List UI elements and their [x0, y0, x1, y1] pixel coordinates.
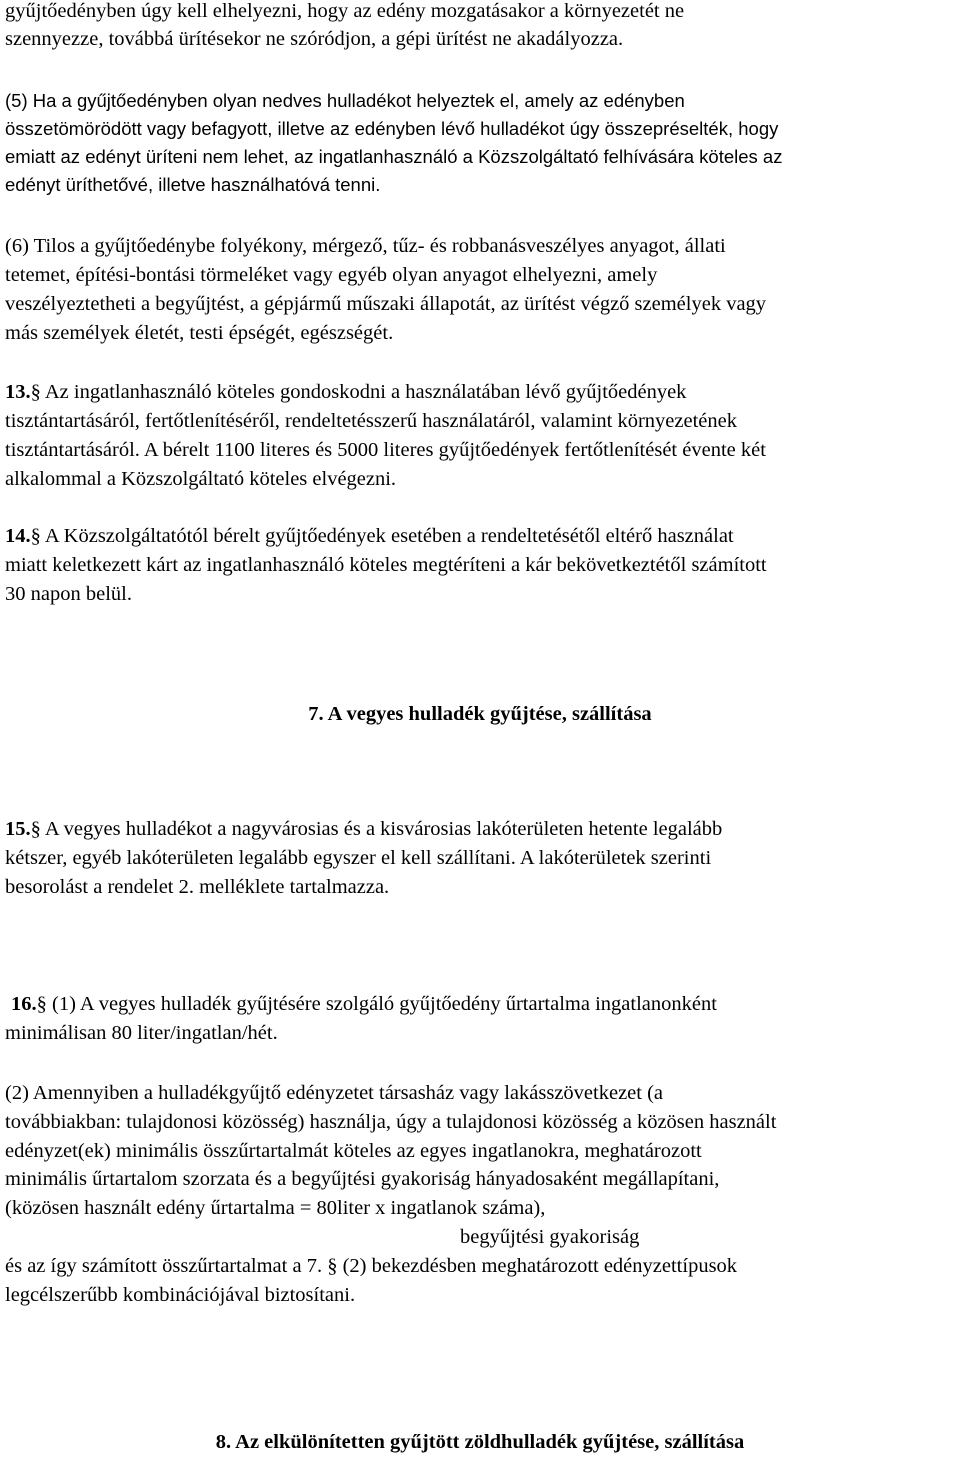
section-symbol: §	[30, 525, 41, 547]
section-text: Az ingatlanhasználó köteles gondoskodni a használatában lévő gyűjtőedények	[40, 381, 687, 403]
text-line: és az így számított összűrtartalmat a 7. § (2) bekezdésben meghatározott edényzettípusok	[5, 1255, 738, 1277]
chapter-heading: 7. A vegyes hulladék gyűjtése, szállítása	[308, 703, 652, 725]
text-line: kétszer, egyéb lakóterületen legalább egyszer el kell szállítani. A lakóterületek szerinti	[5, 847, 712, 869]
text-line: más személyek életét, testi épségét, egészségét.	[5, 322, 394, 344]
text-line: besorolást a rendelet 2. melléklete tartalmazza.	[5, 876, 390, 898]
text-line: 30 napon belül.	[5, 583, 132, 605]
text-line: legcélszerűbb kombinációjával biztosítani.	[5, 1284, 356, 1306]
text-line: minimális űrtartalom szorzata és a begyűjtési gyakoriság hányadosaként megállapítani,	[5, 1168, 720, 1190]
text-line: edényt üríthetővé, illetve használhatóvá tenni.	[5, 174, 381, 195]
chapter-heading: 8. Az elkülönítetten gyűjtött zöldhulladék gyűjtése, szállítása	[215, 1431, 745, 1453]
section-number: 13.	[5, 381, 31, 403]
section-text: A vegyes hulladékot a nagyvárosias és a kisvárosias lakóterületen hetente legalább	[40, 818, 723, 840]
section-number: 16.	[11, 993, 37, 1015]
text-line: veszélyeztetheti a begyűjtést, a gépjármű műszaki állapotát, az ürítést végző személyek vagy	[5, 293, 767, 315]
text-line: összetömörödött vagy befagyott, illetve az edényben lévő hulladékot úgy összepréselték, hogy	[5, 118, 779, 139]
section-text: (1) A vegyes hulladék gyűjtésére szolgáló gyűjtőedény űrtartalma ingatlanonként	[46, 993, 717, 1015]
text-line: edényzet(ek) minimális összűrtartalmát köteles az egyes ingatlanokra, meghatározott	[5, 1140, 702, 1162]
text-line: (6) Tilos a gyűjtőedénybe folyékony, mérgező, tűz- és robbanásveszélyes anyagot, állati	[5, 235, 726, 257]
text-line: (2) Amennyiben a hulladékgyűjtő edényzetet társasház vagy lakásszövetkezet (a	[5, 1082, 664, 1104]
text-line: szennyezze, továbbá ürítésekor ne szóródjon, a gépi ürítést ne akadályozza.	[5, 28, 624, 50]
section-14-first-line	[5, 522, 734, 550]
section-number: 15.	[5, 818, 31, 840]
text-line: tisztántartásáról. A bérelt 1100 literes és 5000 literes gyűjtőedények fertőtlenítését évente két	[5, 439, 766, 461]
text-line: tisztántartásáról, fertőtlenítéséről, rendeltetésszerű használatáról, valamint környezetének	[5, 410, 737, 432]
section-number: 14.	[5, 525, 31, 547]
text-line: (közösen használt edény űrtartalma = 80liter x ingatlanok száma),	[5, 1197, 546, 1219]
formula-denominator: begyűjtési gyakoriság	[460, 1226, 640, 1248]
text-line: alkalommal a Közszolgáltató köteles elvégezni.	[5, 468, 397, 490]
section-text: A Közszolgáltatótól bérelt gyűjtőedények esetében a rendeltetésétől eltérő használat	[40, 525, 734, 547]
text-line: miatt keletkezett kárt az ingatlanhasználó köteles megtéríteni a kár bekövetkeztétől számított	[5, 554, 767, 576]
text-line: továbbiakban: tulajdonosi közösség) használja, úgy a tulajdonosi közösség a közösen használt	[5, 1111, 777, 1133]
section-15-first-line	[5, 815, 722, 843]
section-symbol: §	[36, 993, 47, 1015]
text-line: (5) Ha a gyűjtőedényben olyan nedves hulladékot helyeztek el, amely az edényben	[5, 90, 685, 111]
section-symbol: §	[30, 381, 41, 403]
text-line: emiatt az edényt üríteni nem lehet, az ingatlanhasználó a Közszolgáltató felhívására köteles az	[5, 146, 783, 167]
text-line: minimálisan 80 liter/ingatlan/hét.	[5, 1022, 278, 1044]
section-13-first-line	[5, 378, 686, 406]
text-line: tetemet, építési-bontási törmeléket vagy egyéb olyan anyagot elhelyezni, amely	[5, 264, 658, 286]
text-line: gyűjtőedényben úgy kell elhelyezni, hogy az edény mozgatásakor a környezetét ne	[5, 0, 685, 22]
section-symbol: §	[30, 818, 41, 840]
section-16-first-line	[11, 990, 717, 1018]
